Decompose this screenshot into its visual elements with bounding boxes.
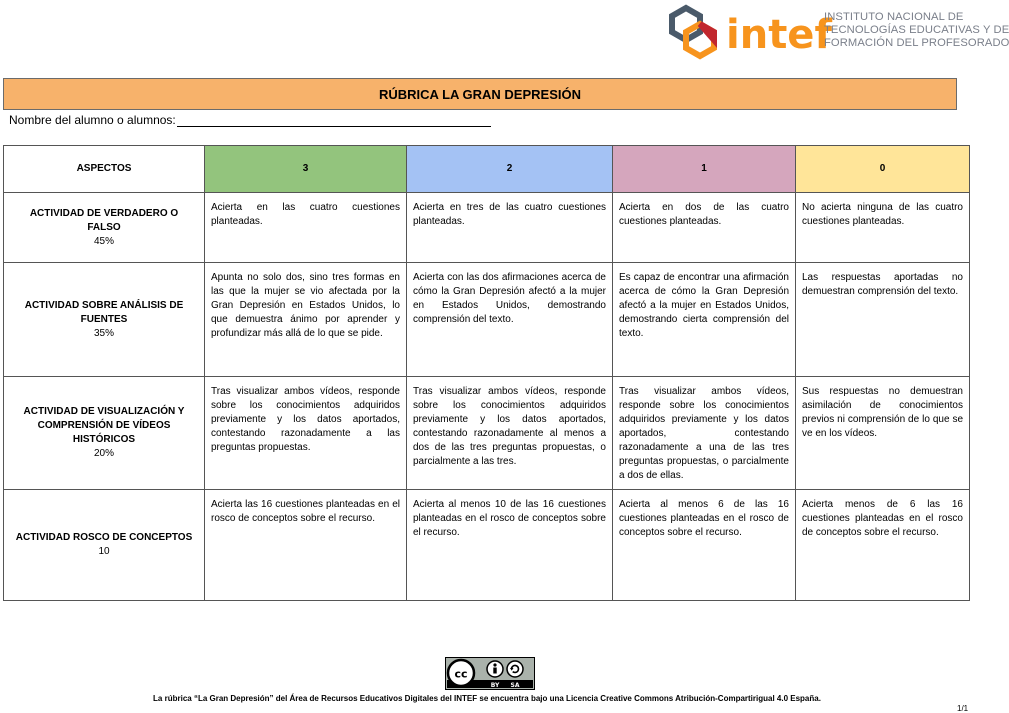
descriptor-cell: Las respuestas aportadas no demuestran comprensión del texto. bbox=[796, 263, 970, 377]
aspect-cell bbox=[4, 193, 205, 263]
aspect-weight: 35% bbox=[93, 327, 114, 339]
logo-line: TECNOLOGÍAS EDUCATIVAS Y DE bbox=[824, 24, 1009, 36]
descriptor-cell: Tras visualizar ambos vídeos, responde sobre los conocimientos adquiridos previamente y los datos aportados, contestando razonadamente al menos a dos de las tres preguntas propuestas, o parcialmente a las tres. bbox=[407, 377, 613, 490]
table-header-row bbox=[4, 146, 970, 193]
student-name-field bbox=[9, 113, 491, 127]
table-row bbox=[4, 263, 970, 377]
descriptor-cell: Acierta en tres de las cuatro cuestiones planteadas. bbox=[407, 193, 613, 263]
descriptor-cell: Apunta no solo dos, sino tres formas en las que la mujer se vio afectada por la Gran Depresión en Estados Unidos, lo que demuestra ánimo por aprender y profundizar más allá de lo que se pide. bbox=[205, 263, 407, 377]
descriptor-cell: No acierta ninguna de las cuatro cuestiones planteadas. bbox=[796, 193, 970, 263]
descriptor-cell: Acierta al menos 6 de las 16 cuestiones planteadas en el rosco de conceptos sobre el recurso. bbox=[613, 490, 796, 601]
student-name-line[interactable] bbox=[177, 114, 491, 127]
aspect-name: ACTIVIDAD ROSCO DE CONCEPTOS bbox=[15, 532, 193, 543]
aspect-cell bbox=[4, 490, 205, 601]
student-name-label: Nombre del alumno o alumnos: bbox=[9, 113, 176, 127]
descriptor-cell: Acierta menos de 6 las 16 cuestiones planteadas en el rosco de conceptos sobre el recurso. bbox=[796, 490, 970, 601]
logo-institution-name bbox=[824, 11, 1009, 50]
page-title: RÚBRICA LA GRAN DEPRESIÓN bbox=[3, 78, 957, 110]
descriptor-cell: Sus respuestas no demuestran asimilación de conocimientos previos ni comprensión de lo que se ve en los vídeos. bbox=[796, 377, 970, 490]
aspect-cell bbox=[4, 263, 205, 377]
header-aspects: ASPECTOS bbox=[4, 146, 205, 193]
aspect-name: ACTIVIDAD DE VISUALIZACIÓN Y COMPRENSIÓN DE VÍDEOS HISTÓRICOS bbox=[23, 406, 185, 445]
cc-by-sa-icon bbox=[445, 657, 535, 690]
badge-by-label: BY bbox=[490, 682, 500, 689]
cc-license-badge[interactable] bbox=[445, 657, 535, 690]
descriptor-cell: Tras visualizar ambos vídeos, responde sobre los conocimientos adquiridos previamente y los datos aportados, contestando razonadamente a una de las tres preguntas propuestas, o parcialmente a dos de ellas. bbox=[613, 377, 796, 490]
logo-word: intef bbox=[726, 12, 832, 58]
table-row bbox=[4, 193, 970, 263]
descriptor-cell: Acierta las 16 cuestiones planteadas en el rosco de conceptos sobre el recurso. bbox=[205, 490, 407, 601]
header-score-2: 2 bbox=[407, 146, 613, 193]
license-text: La rúbrica “La Gran Depresión” del Área de Recursos Educativos Digitales del INTEF se encuentra bajo una Licencia Creative Commons Atribución-Compartirigual 4.0 España. bbox=[153, 694, 821, 703]
aspect-name: ACTIVIDAD DE VERDADERO O FALSO bbox=[29, 207, 179, 233]
descriptor-cell: Tras visualizar ambos vídeos, responde sobre los conocimientos adquiridos previamente y los datos aportados, contestando razonadamente a las preguntas propuestas. bbox=[205, 377, 407, 490]
header-score-0: 0 bbox=[796, 146, 970, 193]
badge-sa-label: SA bbox=[510, 682, 520, 689]
descriptor-cell: Acierta en las cuatro cuestiones planteadas. bbox=[205, 193, 407, 263]
descriptor-cell: Acierta con las dos afirmaciones acerca de cómo la Gran Depresión afectó a la mujer en Estados Unidos, demostrando comprensión del texto. bbox=[407, 263, 613, 377]
logo-line: INSTITUTO NACIONAL DE bbox=[824, 11, 964, 23]
table-row bbox=[4, 377, 970, 490]
descriptor-cell: Acierta al menos 10 de las 16 cuestiones planteadas en el rosco de conceptos sobre el recurso. bbox=[407, 490, 613, 601]
aspect-weight: 45% bbox=[93, 235, 114, 247]
intef-logo-mark-icon bbox=[664, 2, 832, 62]
descriptor-cell: Acierta en dos de las cuatro cuestiones planteadas. bbox=[613, 193, 796, 263]
svg-text:cc: cc bbox=[454, 667, 468, 681]
aspect-weight: 10 bbox=[98, 546, 110, 557]
descriptor-cell: Es capaz de encontrar una afirmación acerca de cómo la Gran Depresión afectó a la mujer en Estados Unidos, demostrando cierta comprensión del texto. bbox=[613, 263, 796, 377]
page-number: 1/1 bbox=[957, 704, 969, 713]
aspect-weight: 20% bbox=[93, 448, 114, 459]
header-score-3: 3 bbox=[205, 146, 407, 193]
aspect-cell bbox=[4, 377, 205, 490]
intef-logo bbox=[664, 2, 1009, 62]
rubric-table bbox=[3, 145, 970, 601]
aspect-name: ACTIVIDAD SOBRE ANÁLISIS DE FUENTES bbox=[24, 299, 184, 325]
table-row bbox=[4, 490, 970, 601]
header-score-1: 1 bbox=[613, 146, 796, 193]
logo-line: FORMACIÓN DEL PROFESORADO bbox=[824, 37, 1009, 49]
